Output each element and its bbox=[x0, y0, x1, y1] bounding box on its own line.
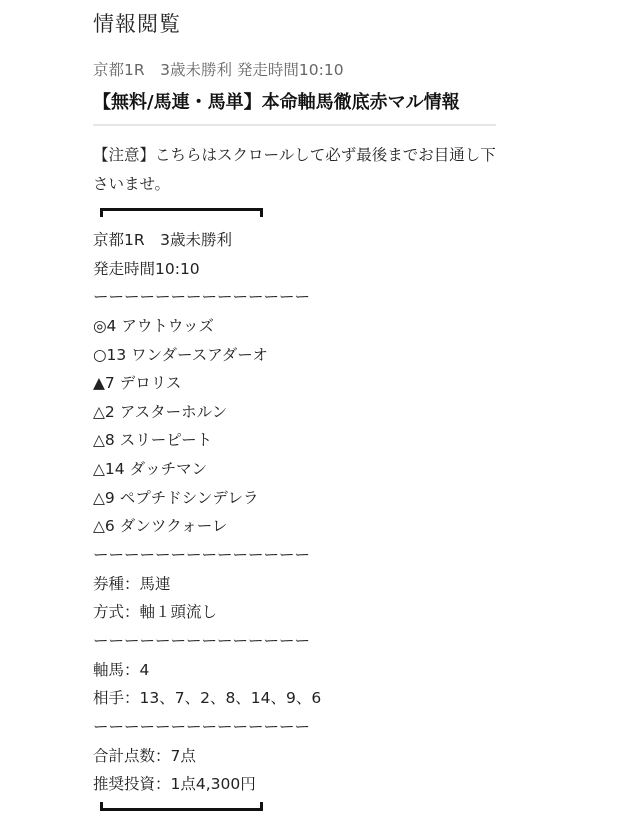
info-line-pick: △14 ダッチマン bbox=[93, 460, 208, 479]
info-line-opponents: 相手：13、7、2、8、14、9、6 bbox=[93, 689, 322, 708]
race-meta: 京都1R 3歳未勝利 発走時間10:10 bbox=[93, 61, 344, 79]
info-line-race: 京都1R 3歳未勝利 bbox=[93, 231, 232, 249]
bracket-bottom bbox=[100, 802, 263, 811]
info-line-start-time: 発走時間10:10 bbox=[93, 259, 200, 278]
info-line-pick: ○13 ワンダースアダーオ bbox=[93, 345, 268, 364]
notice-text: 【注意】こちらはスクロールして必ず最後までお目通し下さいませ。 bbox=[93, 146, 496, 193]
info-line-pick: △6 ダンツクォーレ bbox=[93, 517, 228, 536]
title-divider bbox=[93, 124, 496, 126]
info-line-ticket-type: 券種：馬連 bbox=[93, 574, 171, 593]
info-line-pick: △9 ペプチドシンデレラ bbox=[93, 488, 259, 507]
info-line-method: 方式：軸１頭流し bbox=[93, 603, 218, 622]
info-line-separator: ーーーーーーーーーーーーーー bbox=[93, 288, 311, 307]
info-line-pick: △2 アスターホルン bbox=[93, 402, 228, 421]
info-line-separator: ーーーーーーーーーーーーーー bbox=[93, 546, 311, 565]
info-line-axis-horse: 軸馬：4 bbox=[93, 660, 150, 679]
info-line-pick: ▲7 デロリス bbox=[93, 374, 182, 393]
info-line-separator: ーーーーーーーーーーーーーー bbox=[93, 717, 311, 736]
info-line-separator: ーーーーーーーーーーーーーー bbox=[93, 631, 311, 650]
info-line-pick: △8 スリーピート bbox=[93, 431, 213, 450]
info-line-recommended-bet: 推奨投資：1点4,300円 bbox=[93, 775, 256, 794]
info-line-total-points: 合計点数：7点 bbox=[93, 746, 196, 765]
post-title: 【無料/馬連・馬単】本命軸馬徹底赤マル情報 bbox=[93, 92, 460, 113]
info-line-pick: ◎4 アウトウッズ bbox=[93, 316, 215, 335]
info-list bbox=[93, 227, 321, 800]
page-heading: 情報閲覧 bbox=[93, 12, 181, 36]
bracket-top bbox=[100, 208, 263, 217]
